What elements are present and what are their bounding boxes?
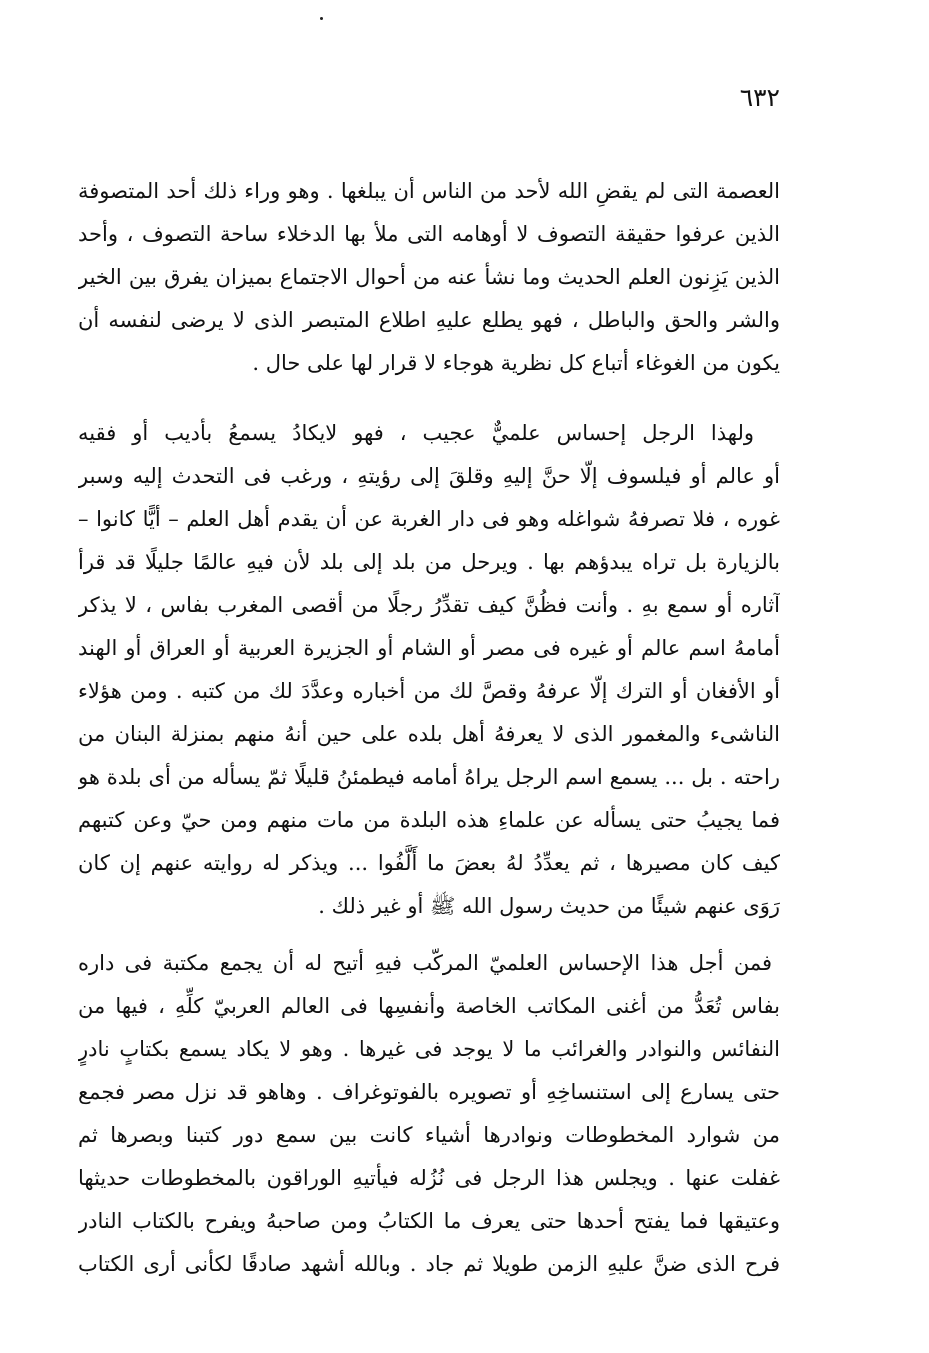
paragraph-3 (78, 942, 780, 1286)
text-line: فما يجيبُ حتى يسأله عن علماءِ هذه البلدة من مات منهم ومن حيّ وعن كتبهم (78, 808, 780, 832)
text-line: الناشىء والمغمور الذى لا يعرفهُ أهل بلده على حين أنهُ منهم بمنزلة البنان من (78, 722, 780, 746)
text-line: غفلت عنها . ويجلس هذا الرجل فى نُزُله فيأتيهِ الوراقون بالمخطوطات حديثها (78, 1166, 780, 1190)
text-line: راحته . بل ... يسمع اسم الرجل يراهُ أمامه فيطمئنُ قليلًا ثمّ يسأله من أى بلدة هو (78, 765, 780, 789)
text-line: وعتيقها فما يفتح أحدها حتى يعرف ما الكتابُ ومن صاحبهُ ويفرح بالكتاب النادر (78, 1209, 780, 1233)
text-line: أمامهُ اسم عالم أو غيره فى مصر أو الشام أو الجزيرة العربية أو العراق أو الهند (78, 636, 780, 660)
text-line: من شوارد المخطوطات ونوادرها أشياء كانت بين سمع دور كتبنا وبصرها ثم (78, 1123, 780, 1147)
text-line: ولهذا الرجل إحساس علميٌّ عجيب ، فهو لايكادُ يسمعُ بأديب أو فقيه (78, 421, 754, 445)
paragraph-1 (78, 170, 780, 385)
page-number: ٦٣٢ (739, 83, 780, 112)
text-line: النفائس والنوادر والغرائب ما لا يوجد فى غيرها . وهو لا يكاد يسمع بكتابٍ نادرٍ (78, 1037, 780, 1061)
stray-dot-mark (320, 17, 323, 20)
text-line: كيف كان مصيرها ، ثم يعدِّدُ لهُ بعضَ ما أَلَّفُوا ... ويذكر له روايته عنهم إن كان (78, 851, 780, 875)
text-line: فرح الذى ضنَّ عليهِ الزمن طويلا ثم جاد . وبالله أشهد صادقًا لكأنى أرى الكتاب (78, 1252, 780, 1276)
text-line: أو عالم أو فيلسوف إلّا حنَّ إليهِ وقلقَ إلى رؤيتهِ ، ورغب فى التحدث إليه وسبر (78, 464, 780, 488)
text-line: غوره ، فلا تصرفهُ شواغله وهو فى دار الغربة عن أن يقدم أهل العلم – أيًّا كانوا – (78, 507, 780, 531)
text-line: يكون من الغوغاء أتباع كل نظرية هوجاء لا قرار لها على حال . (252, 351, 780, 375)
text-line: آثاره أو سمع بهِ . وأنت فظُنَّ كيف تقدِّرُ رجلًا من أقصى المغرب بفاس ، لا يذكر (78, 593, 780, 617)
text-line: بفاس تُعَدُّ من أغنى المكاتب الخاصة وأنفسِها فى العالم العربيّ كلِّهِ ، فيها من (78, 994, 780, 1018)
text-line: والشر والحق والباطل ، فهو يطلع عليهِ اطلاع المتبصر الذى لا يرضى لنفسه أن (78, 308, 780, 332)
text-line: أو الأفغان أو الترك إلّا عرفهُ وقصَّ لك من أخباره وعدَّدَ لك من كتبه . ومن هؤلاء (78, 679, 780, 703)
text-line: الذين يَزِنون العلم الحديث وما نشأ عنه من أحوال الاجتماع بميزان يفرق بين الخير (78, 265, 780, 289)
paragraph-2 (78, 412, 780, 928)
text-line: حتى يسارع إلى استنساخِهِ أو تصويره بالفوتوغراف . وهاهو قد نزل مصر فجمع (78, 1080, 780, 1104)
text-line: العصمة التى لم يقضِ الله لأحد من الناس أن يبلغها . وهو وراء ذلك أحد المتصوفة (78, 179, 780, 203)
text-line: الذين عرفوا حقيقة التصوف لا أوهامه التى ملأ بها الدخلاء ساحة التصوف ، وأحد (78, 222, 780, 246)
text-line: رَوَى عنهم شيئًا من حديث رسول الله ﷺ أو غير ذلك . (318, 894, 780, 918)
text-line: فمن أجل هذا الإحساس العلميّ المركّب فيهِ أتيح له أن يجمع مكتبة فى داره (78, 951, 772, 975)
text-line: بالزيارة بل تراه يبدؤهم بها . ويرحل من بلد إلى بلد لأن فيهِ عالمًا جليلًا قد قرأ (78, 550, 780, 574)
